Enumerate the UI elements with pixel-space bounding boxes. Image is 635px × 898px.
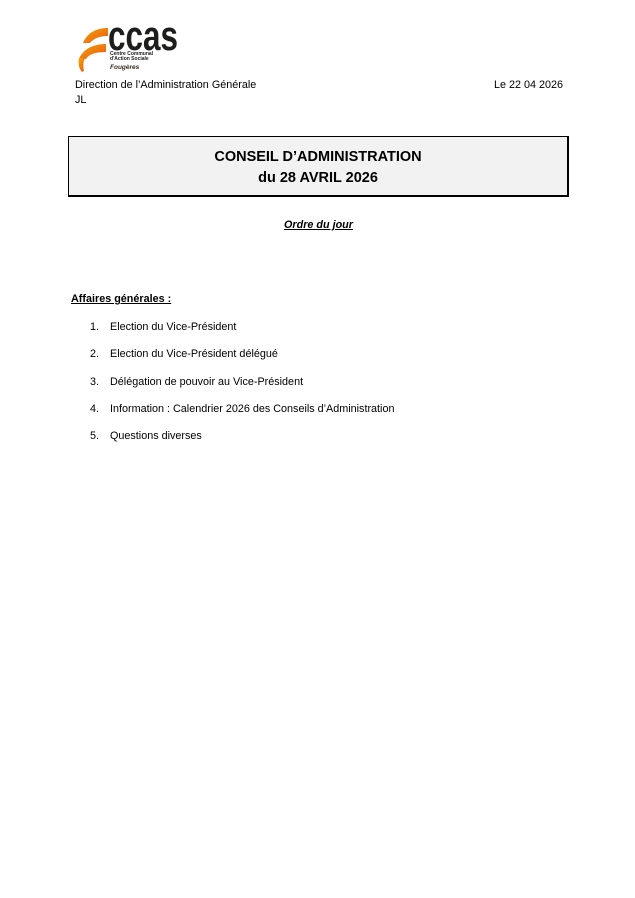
list-item-number: 5. <box>90 430 100 443</box>
title-line-1: CONSEIL D’ADMINISTRATION <box>214 149 422 165</box>
section-heading: Affaires générales : <box>71 293 172 305</box>
department-label: Direction de l’Administration Générale <box>75 79 257 91</box>
list-item-text: Election du Vice-Président <box>110 321 237 333</box>
title-box <box>68 136 569 197</box>
agenda-list <box>0 320 635 456</box>
title-line-2: du 28 AVRIL 2026 <box>258 170 378 186</box>
author-initials: JL <box>75 94 87 106</box>
agenda-heading-wrapper <box>68 218 569 232</box>
logo-wordmark: ccas <box>108 24 178 59</box>
logo-city: Fougères <box>110 64 140 71</box>
list-item <box>0 402 635 429</box>
ccas-logo <box>76 24 182 76</box>
list-item-number: 4. <box>90 402 100 415</box>
list-item-text: Questions diverses <box>110 430 202 443</box>
list-item-text: Election du Vice-Président délégué <box>110 348 278 361</box>
list-item <box>0 320 635 347</box>
list-item-text: Information : Calendrier 2026 des Conseils d’Administration <box>110 402 395 415</box>
logo-flame-tail <box>79 58 85 72</box>
logo-subtitle-line1: Centre Communal <box>110 51 154 57</box>
agenda-heading: Ordre du jour <box>284 219 353 231</box>
list-item-number: 2. <box>90 348 100 361</box>
logo-flame-middle <box>79 44 106 59</box>
logo-flame-top <box>83 28 108 43</box>
logo-subtitle-line2: d'Action Sociale <box>110 56 149 62</box>
document-date: Le 22 04 2026 <box>493 79 563 91</box>
list-item-number: 1. <box>90 321 100 333</box>
list-item-text: Délégation de pouvoir au Vice-Président <box>110 375 304 388</box>
list-item <box>0 375 635 402</box>
list-item <box>0 347 635 374</box>
list-item-number: 3. <box>90 375 100 388</box>
list-item <box>0 429 635 456</box>
